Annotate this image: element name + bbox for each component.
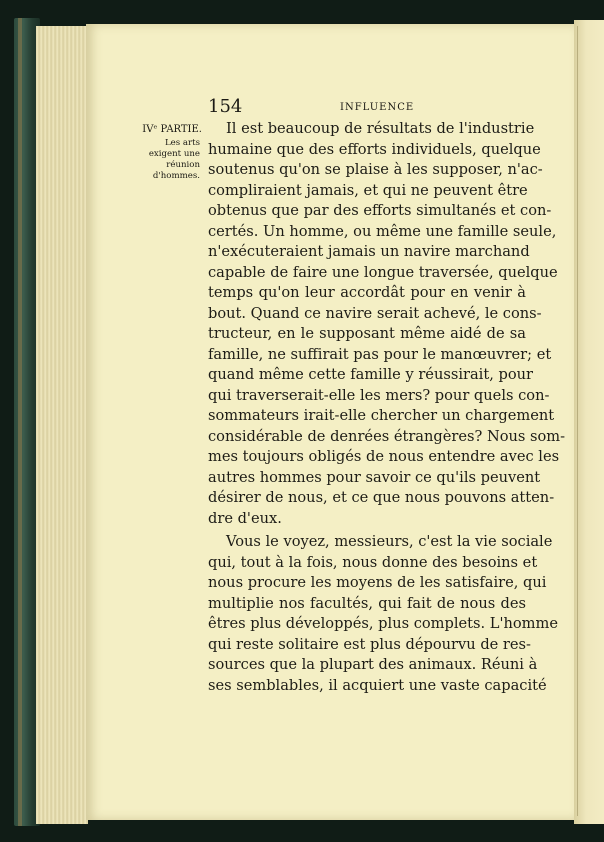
page-edges <box>36 26 88 824</box>
text-line: famille, ne suffirait pas pour le manœuvrer; et <box>208 345 552 363</box>
body-text <box>208 119 566 696</box>
page-number: 154 <box>208 96 243 117</box>
cover-trim <box>18 18 22 826</box>
text-line: n'exécuteraient jamais un navire marchand <box>208 243 530 260</box>
text-line: capable de faire une longue traversée, quelque <box>208 263 558 281</box>
text-line: qui, tout à la fois, nous donne des besoins et <box>208 553 538 571</box>
text-line: temps qu'on leur accordât pour en venir à <box>208 284 526 301</box>
text-line: désirer de nous, et ce que nous pouvons atten- <box>208 489 555 506</box>
text-line: autres hommes pour savoir ce qu'ils peuvent <box>208 468 541 486</box>
text-line: multiplie nos facultés, qui fait de nous des <box>208 594 526 612</box>
facing-page-gutter-line <box>577 26 578 816</box>
margin-note-line: Les arts <box>164 138 200 148</box>
text-line: sources que la plupart des animaux. Réuni à <box>208 656 538 673</box>
text-line: mes toujours obligés de nous entendre avec les <box>208 448 560 465</box>
text-line: compliraient jamais, et qui ne peuvent être <box>208 181 528 199</box>
margin-note <box>136 138 200 182</box>
paragraph-1 <box>208 119 566 529</box>
paragraph-2 <box>208 532 558 696</box>
text-line: considérable de denrées étrangères? Nous som- <box>208 427 566 445</box>
facing-page-edge <box>574 20 604 824</box>
text-line: obtenus que par des efforts simultanés et con- <box>208 202 552 219</box>
text-line: qui traverserait-elle les mers? pour quels con- <box>208 386 550 404</box>
text-line: quand même cette famille y réussirait, pour <box>208 366 533 383</box>
running-head: INFLUENCE <box>340 102 415 113</box>
text-line: soutenus qu'on se plaise à les supposer, n'ac- <box>208 161 543 178</box>
text-line: êtres plus développés, plus complets. L'homme <box>208 615 558 632</box>
text-line: sommateurs irait-elle chercher un chargement <box>208 407 555 424</box>
text-line: tructeur, en le supposant même aidé de sa <box>208 325 526 342</box>
text-line: certés. Un homme, ou même une famille seule, <box>208 222 557 240</box>
text-line: bout. Quand ce navire serait achevé, le cons- <box>208 304 542 322</box>
text-line: qui reste solitaire est plus dépourvu de res- <box>208 635 531 653</box>
text-line: ses semblables, il acquiert une vaste capacité <box>208 676 547 694</box>
margin-note-line: réunion <box>166 160 200 170</box>
page-header <box>208 96 528 120</box>
text-line: humaine que des efforts individuels, quelque <box>208 140 541 158</box>
margin-part-label: IVᵉ PARTIE. <box>142 124 202 135</box>
text-line: nous procure les moyens de les satisfaire, qui <box>208 574 547 591</box>
text-line: Vous le voyez, messieurs, c'est la vie sociale <box>226 533 553 550</box>
text-line: dre d'eux. <box>208 509 282 527</box>
text-line: Il est beaucoup de résultats de l'industrie <box>226 120 535 137</box>
margin-note-line: d'hommes. <box>152 171 200 181</box>
margin-note-line: exigent une <box>148 149 200 159</box>
